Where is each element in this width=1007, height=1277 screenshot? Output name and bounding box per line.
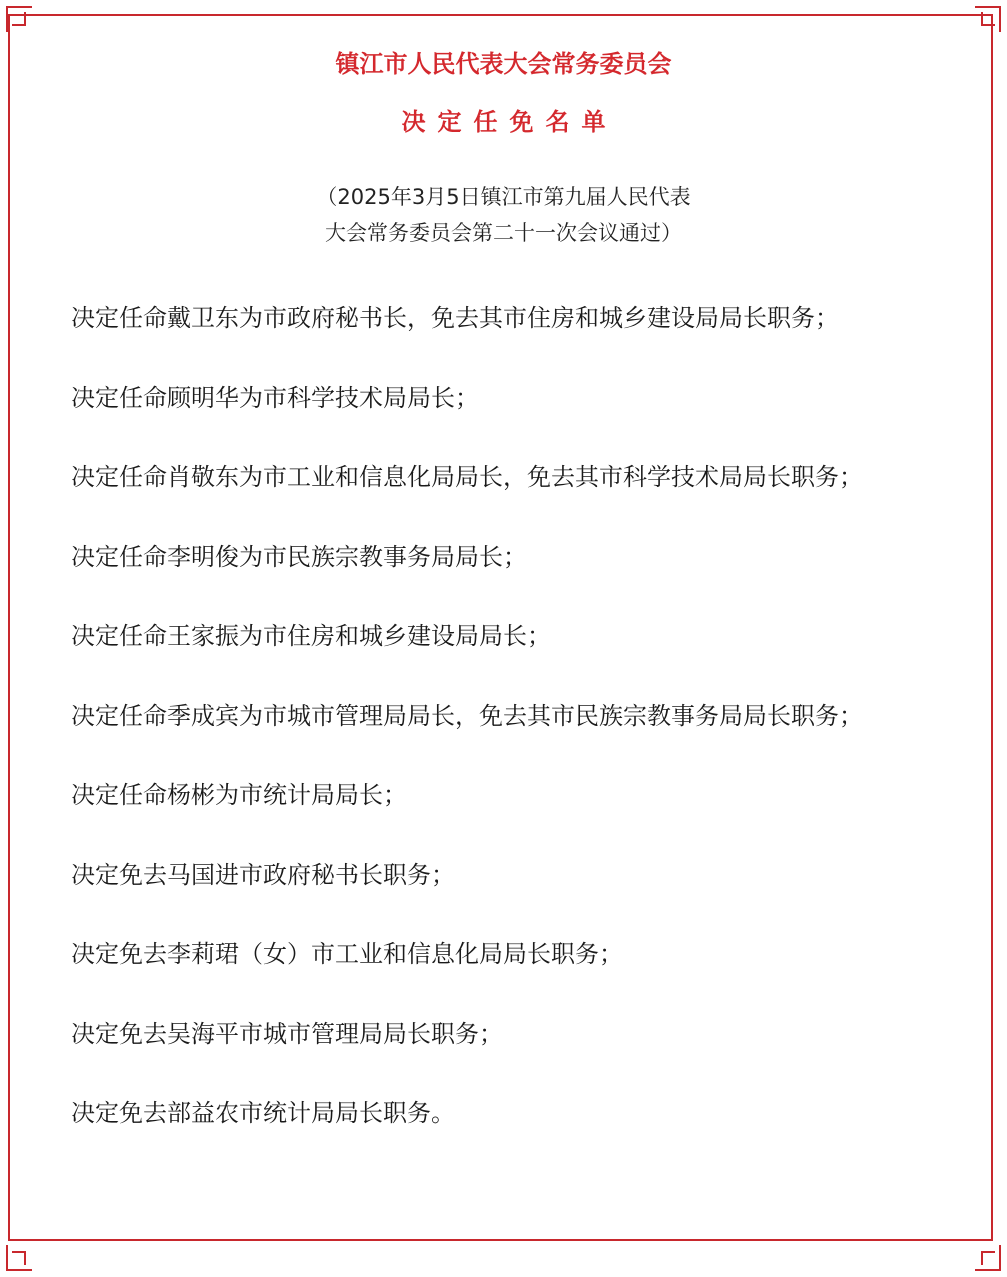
- document-title: 镇江市人民代表大会常务委员会: [335, 50, 672, 78]
- list-item: 决定任命戴卫东为市政府秘书长，免去其市住房和城乡建设局局长职务；: [71, 304, 839, 332]
- list-item: 决定免去部益农市统计局局长职务。: [71, 1099, 455, 1127]
- list-item: 决定任命杨彬为市统计局局长；: [71, 781, 407, 809]
- meeting-note-line-2: 大会常务委员会第二十一次会议通过）: [325, 221, 682, 245]
- list-item: 决定任命顾明华为市科学技术局局长；: [71, 383, 479, 412]
- corner-ornament-top-right: [975, 6, 1001, 32]
- list-item: 决定免去李莉珺（女）市工业和信息化局局长职务；: [71, 940, 623, 968]
- corner-ornament-top-left: [6, 6, 32, 32]
- list-item: 决定免去吴海平市城市管理局局长职务；: [71, 1019, 503, 1048]
- appointment-list: [71, 300, 951, 1175]
- list-item: 决定任命肖敬东为市工业和信息化局局长，免去其市科学技术局局长职务；: [71, 463, 863, 491]
- list-item: 决定任命王家振为市住房和城乡建设局局长；: [71, 622, 551, 650]
- meeting-note-line-1: （2025年3月5日镇江市第九届人民代表: [316, 185, 691, 209]
- list-item: 决定任命李明俊为市民族宗教事务局局长；: [71, 542, 527, 571]
- document-subtitle-heading: 决定任免名单: [401, 108, 618, 136]
- list-item: 决定任命季成宾为市城市管理局局长，免去其市民族宗教事务局局长职务；: [71, 701, 863, 730]
- corner-ornament-bottom-left: [6, 1245, 32, 1271]
- list-item: 决定免去马国进市政府秘书长职务；: [71, 860, 455, 889]
- corner-ornament-bottom-right: [975, 1245, 1001, 1271]
